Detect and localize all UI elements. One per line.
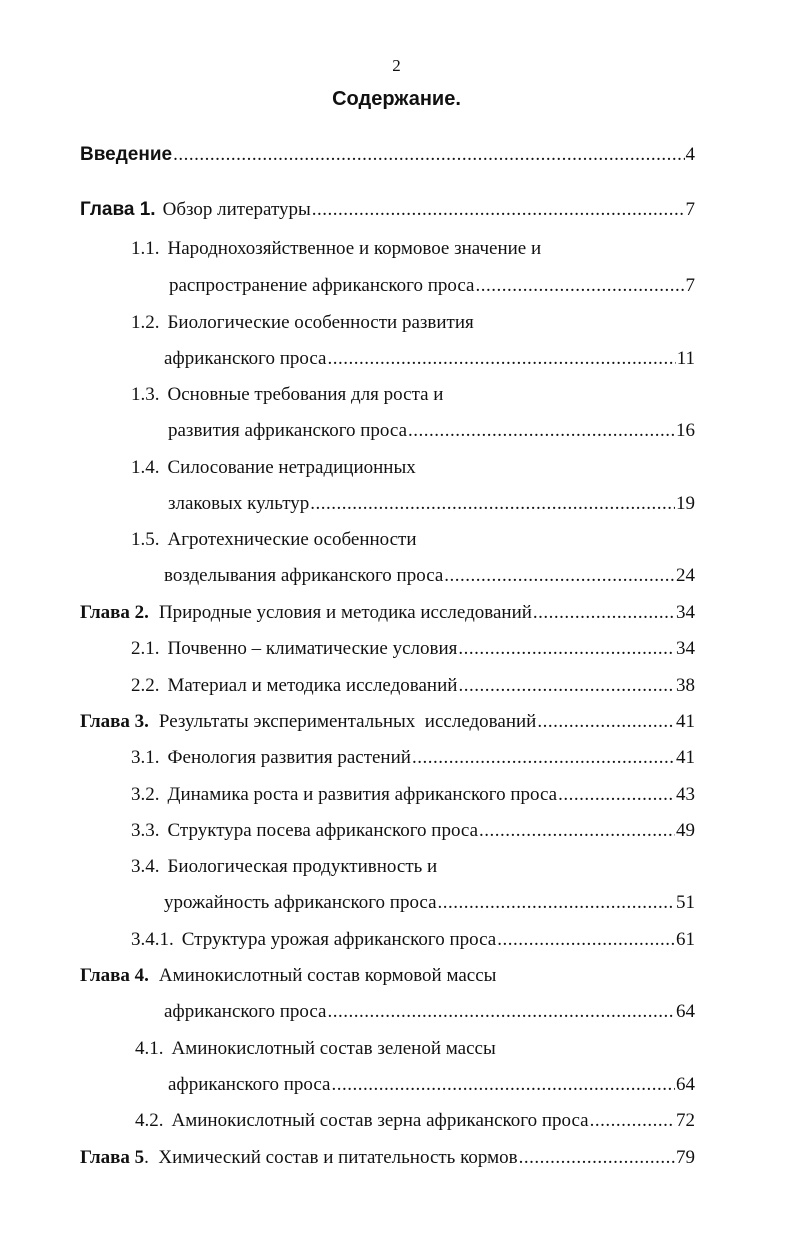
toc-page: 72	[676, 1110, 695, 1131]
toc-text: Структура посева африканского проса	[167, 820, 479, 841]
toc-leader	[408, 418, 675, 444]
toc-page: 49	[676, 820, 695, 841]
toc-text: Агротехнические особенности	[167, 529, 417, 550]
toc-entry-1-2-line1	[131, 310, 474, 336]
toc-leader	[458, 673, 675, 699]
toc-leader	[476, 273, 685, 299]
toc-entry-4-1-line1	[135, 1036, 496, 1062]
toc-text: Биологические особенности развития	[167, 312, 474, 333]
toc-page: 38	[676, 675, 695, 696]
toc-page: 43	[676, 784, 695, 805]
toc-page: 61	[676, 929, 695, 950]
toc-entry-1-3-line2	[168, 418, 695, 444]
toc-number: 3.3.	[131, 820, 160, 841]
toc-entry-1-4-line2	[168, 491, 695, 517]
toc-number: 4.2.	[135, 1110, 164, 1131]
toc-number: 3.2.	[131, 784, 160, 805]
toc-entry-chapter-5	[80, 1145, 695, 1171]
toc-number: 1.5.	[131, 529, 160, 550]
toc-leader	[458, 636, 675, 662]
toc-leader	[327, 999, 675, 1025]
toc-entry-4-2	[135, 1108, 695, 1134]
toc-text: Обзор литературы	[162, 199, 311, 220]
toc-entry-3-3	[131, 818, 695, 844]
toc-leader	[497, 927, 675, 953]
toc-entry-1-4-line1	[131, 455, 416, 481]
toc-label: Введение	[80, 144, 173, 165]
page-number: 2	[392, 56, 401, 75]
toc-text: возделывания африканского проса	[164, 565, 444, 586]
toc-number: 2.1.	[131, 638, 160, 659]
toc-text: развития африканского проса	[168, 420, 408, 441]
toc-leader	[173, 142, 684, 168]
toc-entry-3-4-line2	[164, 890, 695, 916]
toc-text: африканского проса	[164, 348, 327, 369]
toc-number: 1.2.	[131, 312, 160, 333]
toc-leader	[590, 1108, 675, 1134]
toc-leader	[312, 197, 685, 223]
toc-number: 2.2.	[131, 675, 160, 696]
toc-leader	[331, 1072, 675, 1098]
toc-text: . Химический состав и питательность кормов	[144, 1147, 518, 1168]
toc-entry-1-3-line1	[131, 382, 443, 408]
toc-text: Результаты экспериментальных исследований	[158, 711, 537, 732]
toc-page: 64	[676, 1074, 695, 1095]
toc-entry-2-2	[131, 673, 695, 699]
toc-text: Народнохозяйственное и кормовое значение и	[167, 238, 542, 259]
toc-number: 1.3.	[131, 384, 160, 405]
toc-entry-chapter-4-line2	[164, 999, 695, 1025]
toc-entry-1-1-line1	[131, 236, 541, 262]
toc-text: Аминокислотный состав зеленой массы	[171, 1038, 496, 1059]
toc-text: Природные условия и методика исследований	[158, 602, 532, 623]
toc-text: Аминокислотный состав зерна африканского проса	[171, 1110, 589, 1131]
toc-number: 4.1.	[135, 1038, 164, 1059]
toc-page: 41	[676, 747, 695, 768]
toc-number: 3.4.	[131, 856, 160, 877]
toc-leader	[444, 563, 675, 589]
toc-text: урожайность африканского проса	[164, 892, 437, 913]
toc-page: 79	[676, 1147, 695, 1168]
toc-label: Глава 2.	[80, 602, 149, 623]
toc-leader	[412, 745, 675, 771]
toc-label: Глава 3.	[80, 711, 149, 732]
toc-entry-chapter-4-line1	[80, 963, 496, 989]
toc-entry-2-1	[131, 636, 695, 662]
toc-entry-chapter-1	[80, 197, 695, 223]
toc-entry-3-1	[131, 745, 695, 771]
toc-page: 7	[685, 199, 695, 220]
toc-page: 34	[676, 638, 695, 659]
toc-entry-intro	[80, 142, 695, 168]
toc-text: Структура урожая африканского проса	[181, 929, 497, 950]
toc-text: Материал и методика исследований	[167, 675, 458, 696]
toc-page: 41	[676, 711, 695, 732]
toc-leader	[519, 1145, 675, 1171]
toc-leader	[438, 890, 675, 916]
toc-text: Биологическая продуктивность и	[167, 856, 438, 877]
toc-entry-1-1-line2	[169, 273, 695, 299]
toc-label: Глава 1.	[80, 199, 156, 220]
toc-number: 3.1.	[131, 747, 160, 768]
toc-text: африканского проса	[164, 1001, 327, 1022]
toc-page: 7	[685, 275, 695, 296]
toc-number: 3.4.1.	[131, 929, 174, 950]
toc-number: 1.4.	[131, 457, 160, 478]
toc-leader	[537, 709, 675, 735]
toc-entry-3-2	[131, 782, 695, 808]
toc-entry-3-4-line1	[131, 854, 437, 880]
toc-leader	[533, 600, 675, 626]
toc-page: 16	[676, 420, 695, 441]
toc-text: злаковых культур	[168, 493, 310, 514]
toc-leader	[479, 818, 675, 844]
toc-text: Основные требования для роста и	[167, 384, 444, 405]
toc-label: Глава 4.	[80, 965, 149, 986]
toc-page: 51	[676, 892, 695, 913]
toc-text: африканского проса	[168, 1074, 331, 1095]
toc-text: Аминокислотный состав кормовой массы	[158, 965, 497, 986]
toc-text: распространение африканского проса	[169, 275, 475, 296]
toc-number: 1.1.	[131, 238, 160, 259]
toc-page: 19	[676, 493, 695, 514]
toc-text: Почвенно – климатические условия	[167, 638, 458, 659]
toc-entry-chapter-3	[80, 709, 695, 735]
toc-label: Глава 5	[80, 1147, 145, 1168]
toc-entry-1-2-line2	[164, 346, 695, 372]
toc-leader	[558, 782, 675, 808]
page-title: Содержание.	[332, 88, 461, 110]
toc-entry-chapter-2	[80, 600, 695, 626]
toc-page: 4	[685, 144, 695, 165]
toc-leader	[310, 491, 675, 517]
toc-page: 11	[676, 348, 695, 369]
toc-leader	[327, 346, 675, 372]
toc-page: 34	[676, 602, 695, 623]
toc-entry-1-5-line2	[164, 563, 695, 589]
toc-entry-4-1-line2	[168, 1072, 695, 1098]
toc-text: Динамика роста и развития африканского проса	[167, 784, 558, 805]
toc-page: 64	[676, 1001, 695, 1022]
toc-entry-1-5-line1	[131, 527, 417, 553]
toc-page: 24	[676, 565, 695, 586]
toc-text: Фенология развития растений	[167, 747, 411, 768]
toc-text: Силосование нетрадиционных	[167, 457, 416, 478]
toc-entry-3-4-1	[131, 927, 695, 953]
